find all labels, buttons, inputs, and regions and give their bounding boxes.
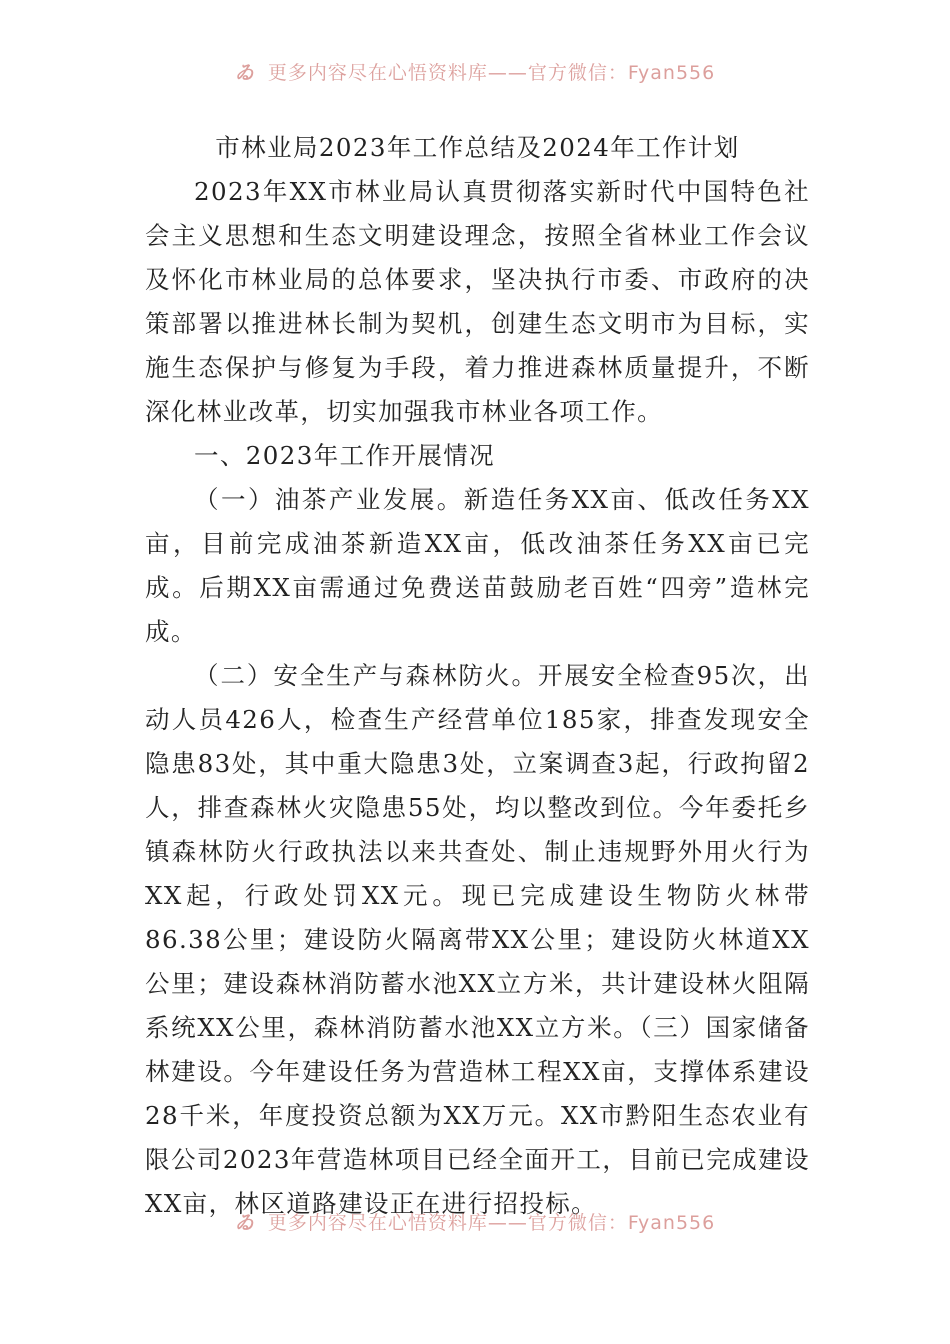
watermark-logo-icon: ゐ [234, 1212, 255, 1234]
intro-paragraph: 2023年XX市林业局认真贯彻落实新时代中国特色社会主义思想和生态文明建设理念，按照全省林业工作会议及怀化市林业局的总体要求，坚决执行市委、市政府的决策部署以推进林长制为契机，创建生态文明市为目标，实施生态保护与修复为手段，着力推进森林质量提升，不断深化林业改革，切实加强我市林业各项工作。 [145, 177, 810, 426]
watermark-bottom [0, 1208, 950, 1240]
section-heading: 一、2023年工作开展情况 [194, 441, 496, 470]
item-safety-fire-paragraph: （二）安全生产与森林防火。开展安全检查95次，出动人员426人，检查生产经营单位185家，排查发现安全隐患83处，其中重大隐患3处，立案调查3起，行政拘留2人，排查森林火灾隐患55处，均以整改到位。今年委托乡镇森林防火行政执法以来共查处、制止违规野外用火行为XX起，行政处罚XX元。现已完成建设生物防火林带86.38公里；建设防火隔离带XX公里；建设防火林道XX公里；建设森林消防蓄水池XX立方米，共计建设林火阻隔系统XX公里，森林消防蓄水池XX立方米。（三）国家储备林建设。今年建设任务为营造林工程XX亩，支撑体系建设28千米，年度投资总额为XX万元。XX市黔阳生态农业有限公司2023年营造林项目已经全面开工，目前已完成建设XX亩，林区道路建设正在进行招投标。 [145, 661, 810, 1218]
watermark-text: 更多内容尽在心悟资料库——官方微信：Fyan556 [267, 62, 716, 84]
item-oil-tea-paragraph: （一）油茶产业发展。新造任务XX亩、低改任务XX亩，目前完成油茶新造XX亩，低改油茶任务XX亩已完成。后期XX亩需通过免费送苗鼓励老百姓“四旁”造林完成。 [145, 485, 810, 646]
document-title: 市林业局2023年工作总结及2024年工作计划 [215, 133, 740, 162]
document-body [145, 126, 810, 1226]
watermark-text: 更多内容尽在心悟资料库——官方微信：Fyan556 [267, 1212, 716, 1234]
watermark-logo-icon: ゐ [234, 62, 255, 84]
watermark-top [0, 58, 950, 90]
